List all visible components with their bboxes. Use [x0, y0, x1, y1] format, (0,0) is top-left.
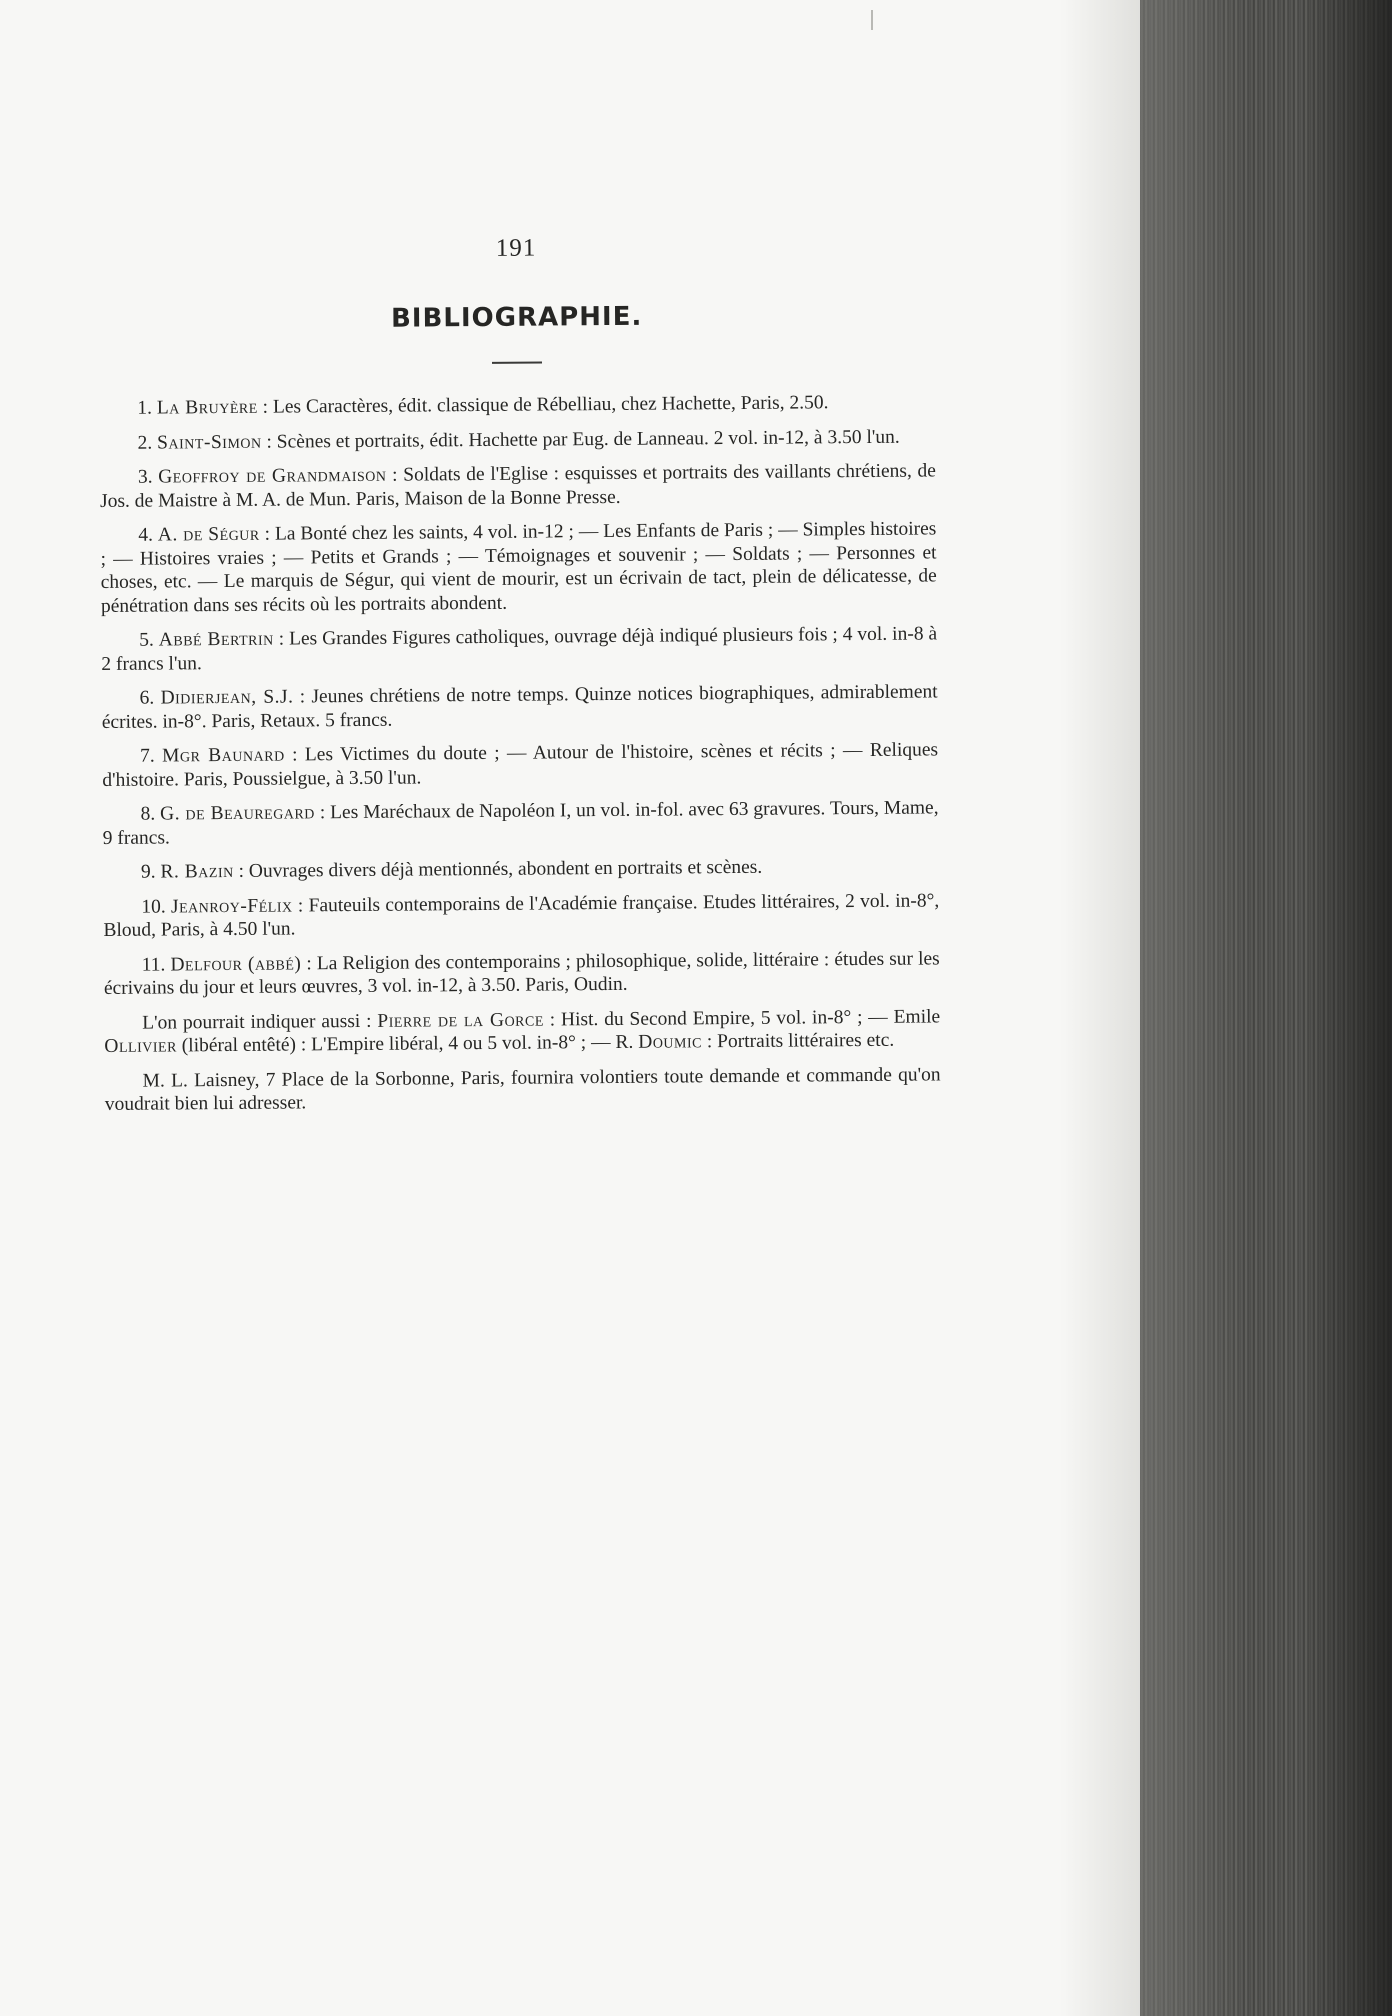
entry-text: : Les Maréchaux de Napoléon I, un vol. in-fol. avec 63 gravures. Tours, Mame, 9 francs. [102, 797, 939, 849]
bibliography-entry [103, 854, 939, 884]
entry-text: : Jeunes chrétiens de notre temps. Quinze notices biographiques, admirablement écrites. in-8°. Paris, Retaux. 5 francs. [101, 681, 938, 733]
entry-text: : Soldats de l'Eglise : esquisses et portraits des vaillants chrétiens, de Jos. de Maistre à M. A. de Mun. Paris, Maison de la Bonne Presse. [99, 460, 936, 512]
additional-text: (libéral entêté) : L'Empire libéral, 4 ou 5 vol. in-8° ; — R. [176, 1031, 639, 1057]
entry-number: 6. [139, 687, 155, 709]
entry-number: 9. [140, 861, 156, 883]
bibliography-entry [100, 517, 937, 618]
book-edge-shadow [1300, 0, 1392, 2016]
bibliography-entry [102, 796, 938, 850]
entry-text: : Fauteuils contemporains de l'Académie française. Etudes littéraires, 2 vol. in-8°, Bloud, Paris, à 4.50 l'un. [103, 889, 940, 941]
entry-author: Mgr Baunard [162, 744, 285, 767]
entry-text: : Ouvrages divers déjà mentionnés, abondent en portraits et scènes. [233, 856, 763, 882]
entry-number: 10. [141, 895, 166, 918]
entry-author: R. Bazin [160, 860, 234, 883]
entry-author: La Bruyère [156, 396, 258, 419]
entry-number: 7. [140, 745, 155, 767]
entry-number: 2. [137, 432, 153, 454]
entry-author: Delfour (abbé) [170, 952, 302, 975]
additional-text: : Portraits littéraires etc. [701, 1029, 895, 1053]
entry-author: Didierjean, S.J. [160, 686, 294, 709]
entry-text: : Les Caractères, édit. classique de Rébelliau, chez Hachette, Paris, 2.50. [257, 392, 829, 418]
page-content [98, 229, 941, 1127]
additional-author: Doumic [638, 1031, 703, 1053]
additional-intro: L'on pourrait indiquer aussi : [142, 1010, 378, 1034]
bibliography-entry [104, 947, 940, 1001]
entry-number: 4. [138, 524, 154, 546]
book-edge-highlight [1140, 0, 1250, 2016]
entry-author: G. de Beauregard [160, 802, 315, 825]
entry-number: 8. [140, 803, 156, 825]
additional-author: Pierre de la Gorce [377, 1009, 544, 1032]
page-number: 191 [495, 234, 537, 262]
entry-number: 11. [141, 953, 166, 976]
scan-mark [871, 10, 873, 30]
bibliography-entry [103, 889, 939, 943]
bibliography-entry [102, 680, 938, 734]
page-title: BIBLIOGRAPHIE. [390, 301, 643, 334]
bibliography-entry [102, 738, 938, 792]
additional-references [104, 1005, 940, 1059]
entry-author: Jeanroy-Félix [170, 894, 293, 917]
page-gutter-shadow [1060, 0, 1150, 2016]
entry-author: A. de Ségur [157, 523, 260, 546]
entry-author: Saint-Simon [157, 431, 262, 454]
entry-text: : Scènes et portraits, édit. Hachette par Eug. de Lanneau. 2 vol. in-12, à 3.50 l'un. [261, 426, 900, 453]
entry-number: 1. [137, 397, 153, 419]
bibliography-entry [100, 425, 936, 455]
bibliography-entry [100, 459, 936, 513]
closing-note: M. L. Laisney, 7 Place de la Sorbonne, Paris, fournira volontiers toute demande et commande qu'on voudrait bien lui adresser. [104, 1063, 941, 1115]
entry-number: 3. [137, 466, 153, 488]
entry-text: : Les Grandes Figures catholiques, ouvrage déjà indiqué plusieurs fois ; 4 vol. in-8 à 2 francs l'un. [101, 623, 938, 675]
entry-text: : La Religion des contemporains ; philosophique, solide, littéraire : études sur les écrivains du jour et leurs œuvres, 3 vol. in-12, à 3.50. Paris, Oudin. [103, 947, 940, 999]
entry-author: Geoffroy de Grandmaison [158, 464, 387, 488]
bibliography-list [99, 390, 940, 1000]
additional-author: Ollivier [104, 1035, 177, 1057]
bibliography-entry [99, 390, 935, 420]
entry-text: : La Bonté chez les saints, 4 vol. in-12 ; — Les Enfants de Paris ; — Simples histoires ; — Histoires vraies ; — Petits et Grands ; — Témoignages et souvenir ; — Soldats ; — Personnes et choses, etc. — Le marquis de Ségur, qui vient de mourir, est un écrivain de tact, plein de délicatesse, de pénétration dans ses récits où les portraits abondent. [100, 518, 937, 617]
title-divider [492, 362, 542, 364]
entry-author: Abbé Bertrin [158, 628, 274, 651]
entry-number: 5. [139, 629, 154, 651]
bibliography-entry [101, 622, 937, 676]
entry-text: : Les Victimes du doute ; — Autour de l'histoire, scènes et récits ; — Reliques d'histoire. Paris, Poussielgue, à 3.50 l'un. [102, 739, 939, 791]
additional-text: : Hist. du Second Empire, 5 vol. in-8° ; — Emile [543, 1005, 941, 1031]
